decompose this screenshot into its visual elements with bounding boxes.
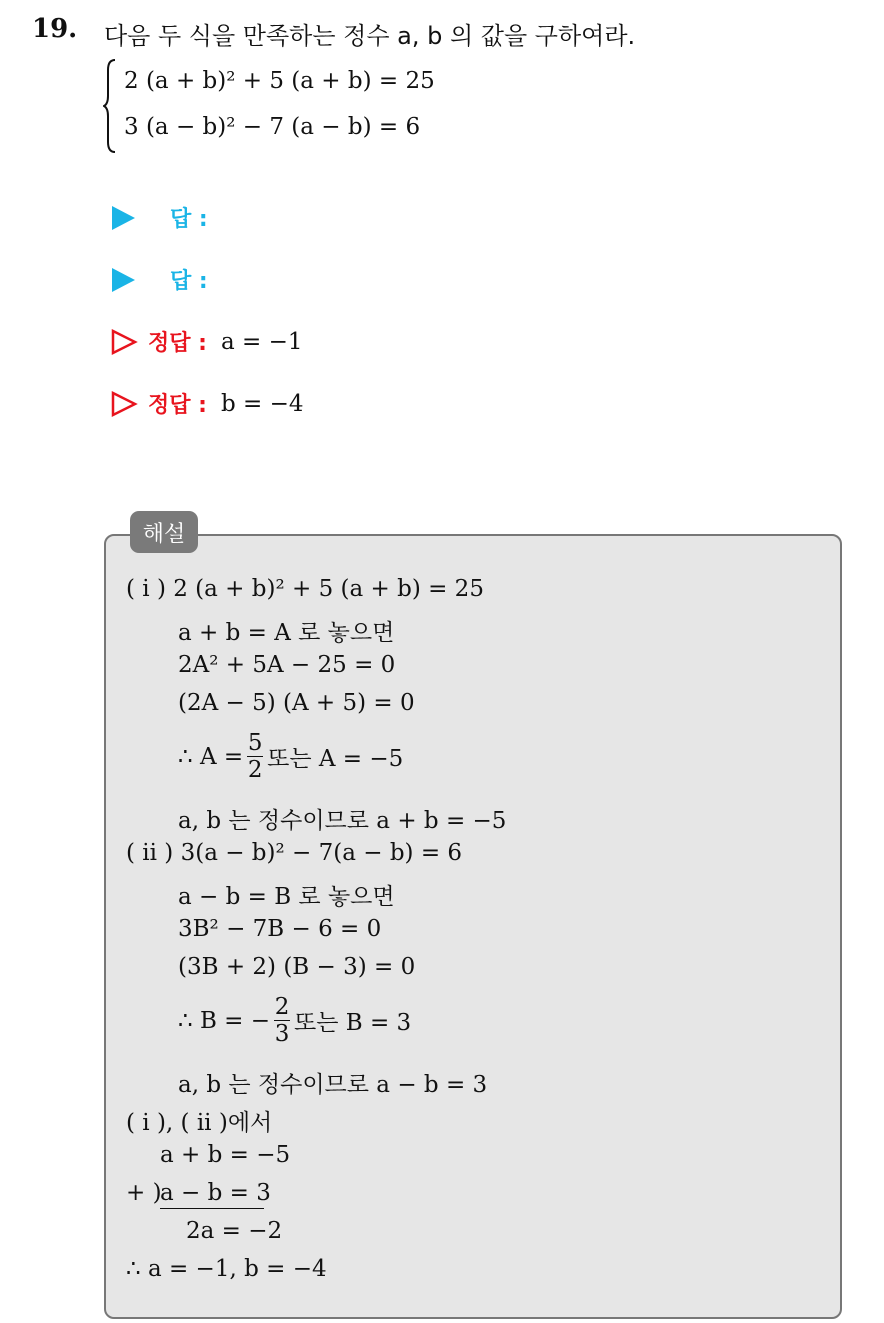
explanation-line: 2a = −2 <box>186 1218 283 1244</box>
explanation-line: a + b = −5 <box>160 1142 291 1168</box>
problem-number: 19. <box>32 14 78 44</box>
explanation-line: ( ii ) 3(a − b)² − 7(a − b) = 6 <box>126 840 463 866</box>
explanation-line: a + b = A 로 놓으면 <box>178 620 395 646</box>
explanation-line: a, b 는 정수이므로 a + b = −5 <box>178 808 507 834</box>
explanation-line: a, b 는 정수이므로 a − b = 3 <box>178 1072 488 1098</box>
outline-arrow-icon <box>110 328 138 356</box>
answer-row-2 <box>110 264 208 295</box>
answer-label: 답 : <box>170 269 208 294</box>
alt-b: 또는 B = 3 <box>294 1010 412 1036</box>
fraction-a-denominator: 2 <box>247 757 263 783</box>
explanation-line: ∴ a = −1, b = −4 <box>126 1256 327 1282</box>
fraction-b-denominator: 3 <box>274 1021 290 1047</box>
answer-label: 답 : <box>170 207 208 232</box>
explanation-fraction-line-a <box>178 730 403 783</box>
correct-answer-row-1 <box>110 326 302 357</box>
fraction-a-numerator: 5 <box>247 730 263 756</box>
correct-answer-label: 정답 : <box>148 393 207 418</box>
explanation-line: (2A − 5) (A + 5) = 0 <box>178 690 415 716</box>
outline-arrow-icon <box>110 390 138 418</box>
explanation-fraction-line-b <box>178 994 411 1047</box>
play-arrow-icon <box>110 205 136 231</box>
explanation-line: a − b = B 로 놓으면 <box>178 884 395 910</box>
explanation-line: a − b = 3 <box>160 1180 264 1209</box>
correct-answer-row-2 <box>110 388 304 419</box>
play-arrow-icon <box>110 267 136 293</box>
correct-answer-label: 정답 : <box>148 331 207 356</box>
therefore-b: ∴ B = − <box>178 1007 271 1034</box>
explanation-line: (3B + 2) (B − 3) = 0 <box>178 954 416 980</box>
fraction-a <box>247 730 263 783</box>
fraction-b <box>274 994 290 1047</box>
explanation-line: 3B² − 7B − 6 = 0 <box>178 916 382 942</box>
system-brace-icon <box>103 58 117 154</box>
alt-a: 또는 A = −5 <box>267 746 404 772</box>
explanation-line: 2A² + 5A − 25 = 0 <box>178 652 396 678</box>
equation-2: 3 (a − b)² − 7 (a − b) = 6 <box>124 114 421 140</box>
correct-answer-a: a = −1 <box>220 328 303 355</box>
explanation-tag: 해설 <box>130 511 198 553</box>
explanation-line: ( i ) 2 (a + b)² + 5 (a + b) = 25 <box>126 576 484 602</box>
therefore-a: ∴ A = <box>178 743 244 770</box>
answer-row-1 <box>110 202 208 233</box>
equation-1: 2 (a + b)² + 5 (a + b) = 25 <box>124 68 435 94</box>
explanation-line: ( i ), ( ii )에서 <box>126 1110 273 1136</box>
plus-sign: + ) <box>126 1180 162 1206</box>
correct-answer-b: b = −4 <box>220 390 304 417</box>
problem-stem: 다음 두 식을 만족하는 정수 a, b 의 값을 구하여라. <box>104 22 636 50</box>
fraction-b-numerator: 2 <box>274 994 290 1020</box>
